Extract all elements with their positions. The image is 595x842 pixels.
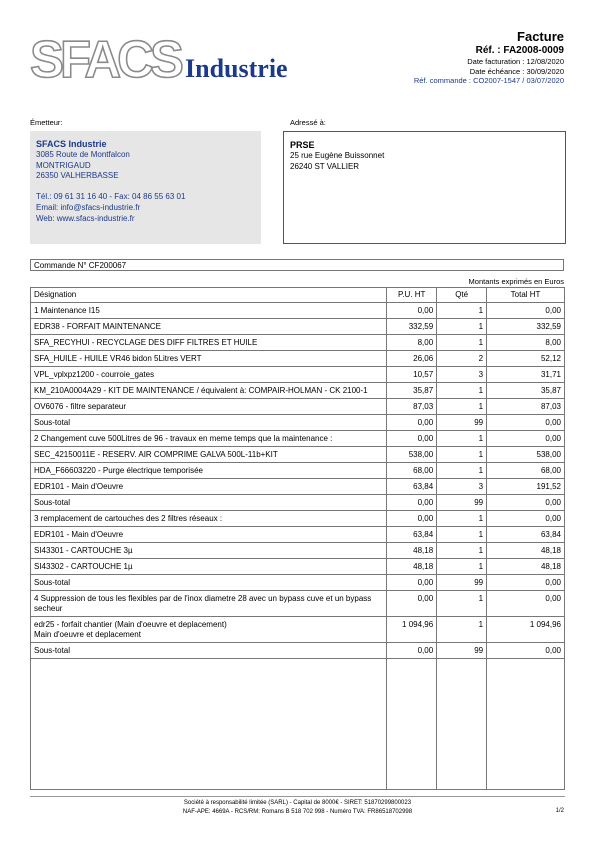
col-qte: Qté	[437, 288, 487, 303]
table-row	[31, 335, 565, 351]
table-row	[31, 351, 565, 367]
cell-pu: 10,57	[387, 367, 437, 383]
cell-qte: 1	[437, 559, 487, 575]
cell-designation: Sous-total	[31, 643, 387, 659]
invoice-title: Facture	[517, 29, 564, 44]
cell-pu: 0,00	[387, 303, 437, 319]
table-row	[31, 617, 565, 643]
cell-pu: 68,00	[387, 463, 437, 479]
cell-designation: SI43301 - CARTOUCHE 3µ	[31, 543, 387, 559]
emetteur-box	[30, 131, 261, 244]
cell-designation: EDR101 - Main d'Oeuvre	[31, 479, 387, 495]
table-row	[31, 415, 565, 431]
cell-qte: 1	[437, 447, 487, 463]
cell-pu: 26,06	[387, 351, 437, 367]
cell-pu: 1 094,96	[387, 617, 437, 643]
cell-total: 0,00	[487, 303, 565, 319]
cell-pu: 0,00	[387, 415, 437, 431]
table-row	[31, 591, 565, 617]
cell-qte: 2	[437, 351, 487, 367]
footer-line1: Société à responsabilité limitée (SARL) - Capital de 8000€ - SIRET: 51870299800023	[183, 800, 412, 806]
montants-note: Montants exprimés en Euros	[468, 277, 564, 286]
cell-pu: 48,18	[387, 559, 437, 575]
cell-total: 68,00	[487, 463, 565, 479]
cell-total: 332,59	[487, 319, 565, 335]
cell-pu: 332,59	[387, 319, 437, 335]
cell-total: 0,00	[487, 511, 565, 527]
cell-pu: 0,00	[387, 431, 437, 447]
table-filler-row	[31, 659, 565, 790]
col-total: Total HT	[487, 288, 565, 303]
table-row	[31, 527, 565, 543]
cell-qte: 3	[437, 367, 487, 383]
table-row	[31, 575, 565, 591]
cell-designation: EDR38 - FORFAIT MAINTENANCE	[31, 319, 387, 335]
cell-qte: 1	[437, 527, 487, 543]
cell-total: 0,00	[487, 575, 565, 591]
cell-designation: HDA_F66603220 - Purge électrique temporisée	[31, 463, 387, 479]
cell-total: 35,87	[487, 383, 565, 399]
commande-number: Commande N° CF200067	[30, 259, 564, 271]
table-row	[31, 367, 565, 383]
date-facturation: Date facturation : 12/08/2020	[467, 57, 564, 66]
emetteur-address-line: 3085 Route de Montfalcon	[36, 150, 130, 159]
destinataire-box	[283, 131, 566, 244]
cell-total: 1 094,96	[487, 617, 565, 643]
cell-pu: 87,03	[387, 399, 437, 415]
cell-pu: 0,00	[387, 591, 437, 617]
cell-designation: Sous-total	[31, 575, 387, 591]
cell-pu: 0,00	[387, 643, 437, 659]
footer-line2: NAF-APE: 4669A - RCS/RM: Romans B 518 702 998 - Numéro TVA: FR86518702998	[182, 809, 413, 815]
cell-designation: SFA_RECYHUI - RECYCLAGE DES DIFF FILTRES ET HUILE	[31, 335, 387, 351]
table-row	[31, 383, 565, 399]
table-header-row	[31, 288, 565, 303]
cell-pu: 0,00	[387, 511, 437, 527]
cell-designation: 4 Suppression de tous les flexibles par de l'inox diametre 28 avec un bypass cuve et un bypass secheur	[31, 591, 387, 617]
cell-designation: Sous-total	[31, 415, 387, 431]
cell-qte: 1	[437, 591, 487, 617]
cell-designation: Sous-total	[31, 495, 387, 511]
emetteur-address-line: 26350 VALHERBASSE	[36, 171, 119, 181]
svg-text:SFACS: SFACS	[30, 33, 183, 85]
ref-commande: Réf. commande : CO2007-1547 / 03/07/2020	[413, 76, 564, 85]
cell-designation: 2 Changement cuve 500Litres de 96 - travaux en meme temps que la maintenance :	[31, 431, 387, 447]
cell-designation: SEC_42150011E - RESERV. AIR COMPRIME GALVA 500L-11b+KIT	[31, 447, 387, 463]
cell-qte: 1	[437, 511, 487, 527]
cell-pu: 48,18	[387, 543, 437, 559]
cell-qte: 99	[437, 643, 487, 659]
cell-designation: 3 remplacement de cartouches des 2 filtres réseaux :	[31, 511, 387, 527]
svg-text:Industrie: Industrie	[185, 54, 288, 83]
cell-designation: 1 Maintenance I15	[31, 303, 387, 319]
footer-divider	[30, 796, 565, 797]
cell-pu: 0,00	[387, 495, 437, 511]
table-row	[31, 319, 565, 335]
emetteur-name: SFACS Industrie	[36, 139, 107, 149]
cell-designation: VPL_vplxpz1200 - courroie_gates	[31, 367, 387, 383]
cell-total: 63,84	[487, 527, 565, 543]
cell-qte: 1	[437, 303, 487, 319]
cell-total: 8,00	[487, 335, 565, 351]
cell-pu: 538,00	[387, 447, 437, 463]
cell-total: 52,12	[487, 351, 565, 367]
table-row	[31, 643, 565, 659]
cell-qte: 1	[437, 399, 487, 415]
cell-total: 0,00	[487, 431, 565, 447]
destinataire-address-line: 26240 ST VALLIER	[290, 161, 360, 171]
table-row	[31, 303, 565, 319]
cell-qte: 99	[437, 575, 487, 591]
cell-qte: 1	[437, 335, 487, 351]
cell-qte: 1	[437, 431, 487, 447]
cell-total: 191,52	[487, 479, 565, 495]
cell-total: 0,00	[487, 495, 565, 511]
cell-designation: OV6076 - filtre separateur	[31, 399, 387, 415]
cell-designation: edr25 - forfait chantier (Main d'oeuvre et deplacement) Main d'oeuvre et deplacement	[31, 617, 387, 643]
cell-pu: 63,84	[387, 527, 437, 543]
emetteur-web: Web: www.sfacs-industrie.fr	[36, 213, 135, 223]
emetteur-tel: Tél.: 09 61 31 16 40 - Fax: 04 86 55 63 01	[36, 192, 186, 202]
table-row	[31, 479, 565, 495]
destinataire-address-line: 25 rue Eugène Buissonnet	[290, 151, 385, 160]
cell-pu: 0,00	[387, 575, 437, 591]
destinataire-label: Adressé à:	[290, 118, 326, 127]
invoice-ref: Réf. : FA2008-0009	[475, 45, 564, 56]
cell-qte: 3	[437, 479, 487, 495]
invoice-header	[414, 30, 564, 86]
cell-qte: 99	[437, 415, 487, 431]
table-row	[31, 399, 565, 415]
footer	[0, 799, 595, 817]
invoice-lines-table	[30, 287, 565, 790]
cell-total: 48,18	[487, 559, 565, 575]
emetteur-label: Émetteur:	[30, 118, 63, 127]
cell-total: 31,71	[487, 367, 565, 383]
col-designation: Désignation	[31, 288, 387, 303]
cell-designation: EDR101 - Main d'Oeuvre	[31, 527, 387, 543]
cell-total: 87,03	[487, 399, 565, 415]
cell-qte: 99	[437, 495, 487, 511]
cell-designation: KM_210A0004A29 - KIT DE MAINTENANCE / équivalent à: COMPAIR-HOLMAN - CK 2100-1	[31, 383, 387, 399]
table-row	[31, 495, 565, 511]
cell-qte: 1	[437, 319, 487, 335]
page-number: 1/2	[555, 808, 564, 814]
sfacs-industrie-logo	[30, 33, 320, 85]
cell-total: 0,00	[487, 591, 565, 617]
table-row	[31, 447, 565, 463]
cell-pu: 63,84	[387, 479, 437, 495]
table-row	[31, 543, 565, 559]
cell-qte: 1	[437, 543, 487, 559]
table-row	[31, 463, 565, 479]
cell-pu: 35,87	[387, 383, 437, 399]
cell-total: 48,18	[487, 543, 565, 559]
table-row	[31, 511, 565, 527]
cell-qte: 1	[437, 383, 487, 399]
cell-designation: SFA_HUILE - HUILE VR46 bidon 5Litres VERT	[31, 351, 387, 367]
cell-total: 0,00	[487, 643, 565, 659]
cell-pu: 8,00	[387, 335, 437, 351]
col-pu: P.U. HT	[387, 288, 437, 303]
destinataire-name: PRSE	[290, 140, 315, 150]
cell-qte: 1	[437, 463, 487, 479]
date-echeance: Date échéance : 30/09/2020	[469, 66, 564, 76]
emetteur-email: Email: info@sfacs-industrie.fr	[36, 202, 141, 212]
cell-total: 538,00	[487, 447, 565, 463]
cell-total: 0,00	[487, 415, 565, 431]
cell-designation: SI43302 - CARTOUCHE 1µ	[31, 559, 387, 575]
table-row	[31, 431, 565, 447]
table-row	[31, 559, 565, 575]
cell-qte: 1	[437, 617, 487, 643]
emetteur-address-line: MONTRIGAUD	[36, 160, 91, 170]
